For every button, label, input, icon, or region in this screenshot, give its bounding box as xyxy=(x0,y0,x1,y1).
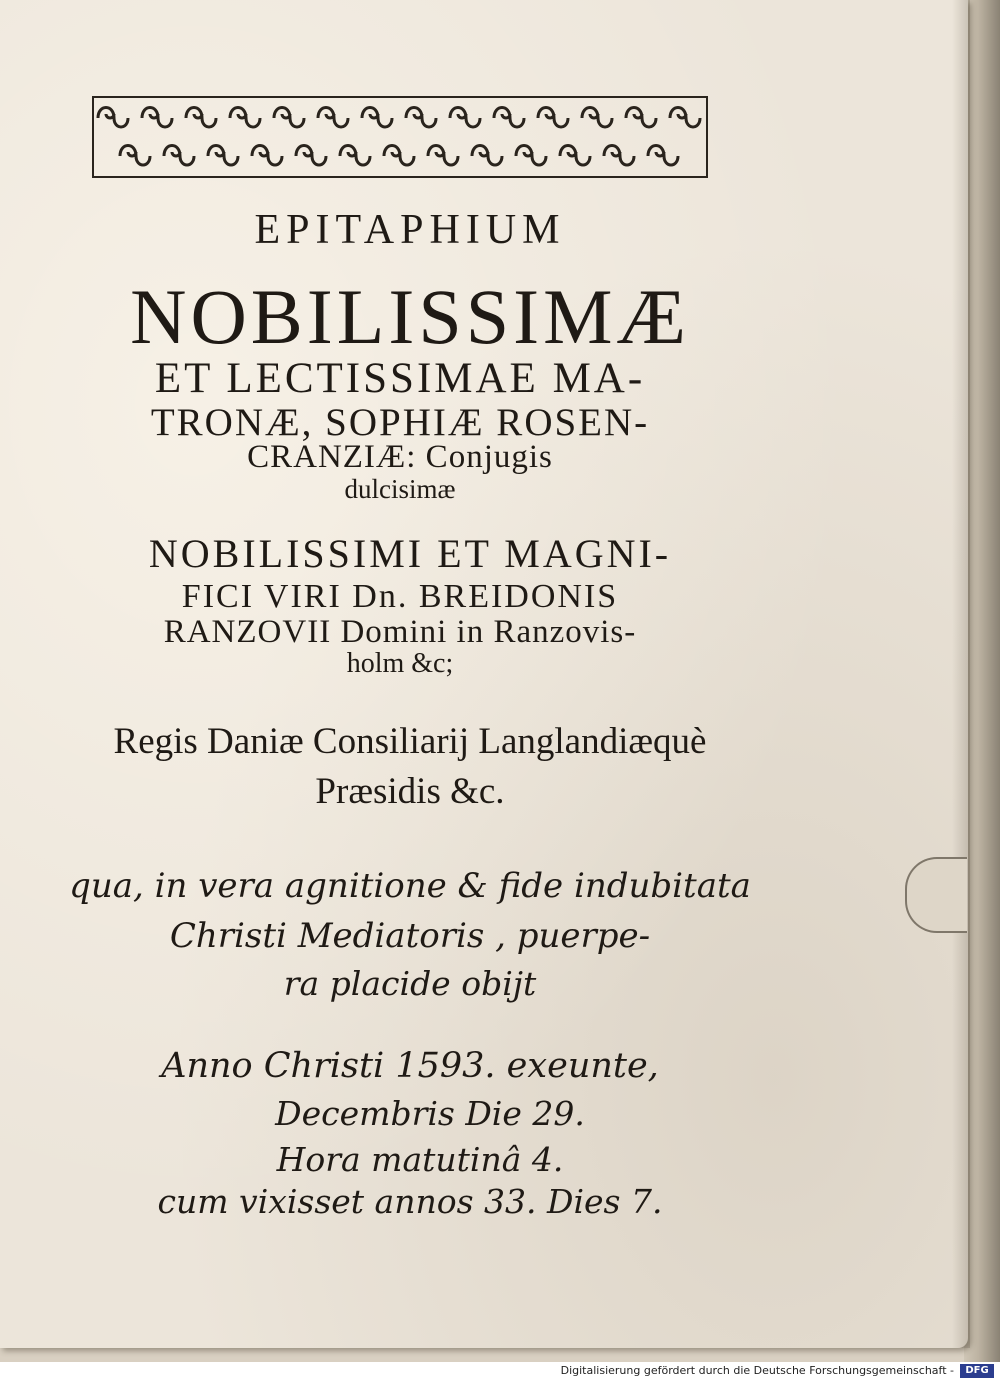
ornament-scroll xyxy=(120,146,150,166)
ornament-scroll xyxy=(406,108,436,128)
ornament-scroll xyxy=(252,146,282,166)
ornament-scroll xyxy=(560,146,590,166)
ornament-scroll xyxy=(98,108,128,128)
ornament-scroll xyxy=(582,108,612,128)
ornament-scroll xyxy=(362,108,392,128)
ornament-scroll xyxy=(538,108,568,128)
ornament-scroll xyxy=(626,108,656,128)
ornament-scroll xyxy=(494,108,524,128)
ornament-scroll xyxy=(604,146,634,166)
husband-ranzovii: RANZOVII Domini in Ranzovis- xyxy=(163,614,637,650)
title-tronae: TRONÆ, SOPHIÆ ROSEN- xyxy=(150,401,650,444)
ornament-scroll xyxy=(384,146,414,166)
ornament-scroll xyxy=(318,108,348,128)
ornament-headpiece xyxy=(92,96,708,178)
office-praesidis: Præsidis &c. xyxy=(315,771,505,812)
title-nobilissimae: NOBILISSIMÆ xyxy=(130,273,690,360)
ornament-scroll xyxy=(450,108,480,128)
title-cranziae: CRANZIÆ: Conjugis xyxy=(247,439,553,475)
ornament-scroll xyxy=(340,146,370,166)
husband-nobilissimi: NOBILISSIMI ET MAGNI- xyxy=(148,531,672,576)
ornament-scroll xyxy=(208,146,238,166)
ornament-scroll xyxy=(472,146,502,166)
title-et-lectissimae: ET LECTISSIMAE MA- xyxy=(154,355,646,402)
ornament-scroll xyxy=(186,108,216,128)
date-line-anno: Anno Christi 1593. exeunte, xyxy=(161,1046,659,1086)
death-line-christi: Christi Mediatoris , puerpe- xyxy=(169,916,651,956)
page-tab-marker xyxy=(905,857,967,933)
footer-credit: Digitalisierung gefördert durch die Deutsche Forschungsgemeinschaft - xyxy=(560,1364,954,1377)
ornament-scroll xyxy=(648,146,678,166)
death-line-qua: qua, in vera agnitione & fide indubitata xyxy=(69,866,751,906)
ornament-scroll xyxy=(428,146,458,166)
title-dulcissimae: dulcisimæ xyxy=(344,474,456,504)
ornament-scroll xyxy=(670,108,700,128)
ornament-scroll xyxy=(164,146,194,166)
ornament-scroll xyxy=(296,146,326,166)
date-line-hora: Hora matutinâ 4. xyxy=(276,1140,564,1179)
ornament-scroll xyxy=(274,108,304,128)
date-line-cum: cum vixisset annos 33. Dies 7. xyxy=(157,1182,663,1221)
office-regis: Regis Daniæ Consiliarij Langlandiæquè xyxy=(113,721,707,762)
death-line-ra: ra placide obijt xyxy=(283,964,537,1003)
page-edge-shadow xyxy=(952,0,970,1348)
ornament-scroll xyxy=(142,108,172,128)
husband-holm: holm &c; xyxy=(346,648,454,679)
date-line-decembris: Decembris Die 29. xyxy=(275,1094,585,1133)
footer-bar xyxy=(0,1362,1000,1381)
husband-fici-viri: FICI VIRI Dn. BREIDONIS xyxy=(181,578,619,615)
dfg-logo: DFG xyxy=(960,1364,994,1378)
ornament-pattern xyxy=(98,108,700,166)
title-epitaphium: EPITAPHIUM xyxy=(254,207,566,253)
ornament-scroll xyxy=(516,146,546,166)
ornament-scroll xyxy=(230,108,260,128)
